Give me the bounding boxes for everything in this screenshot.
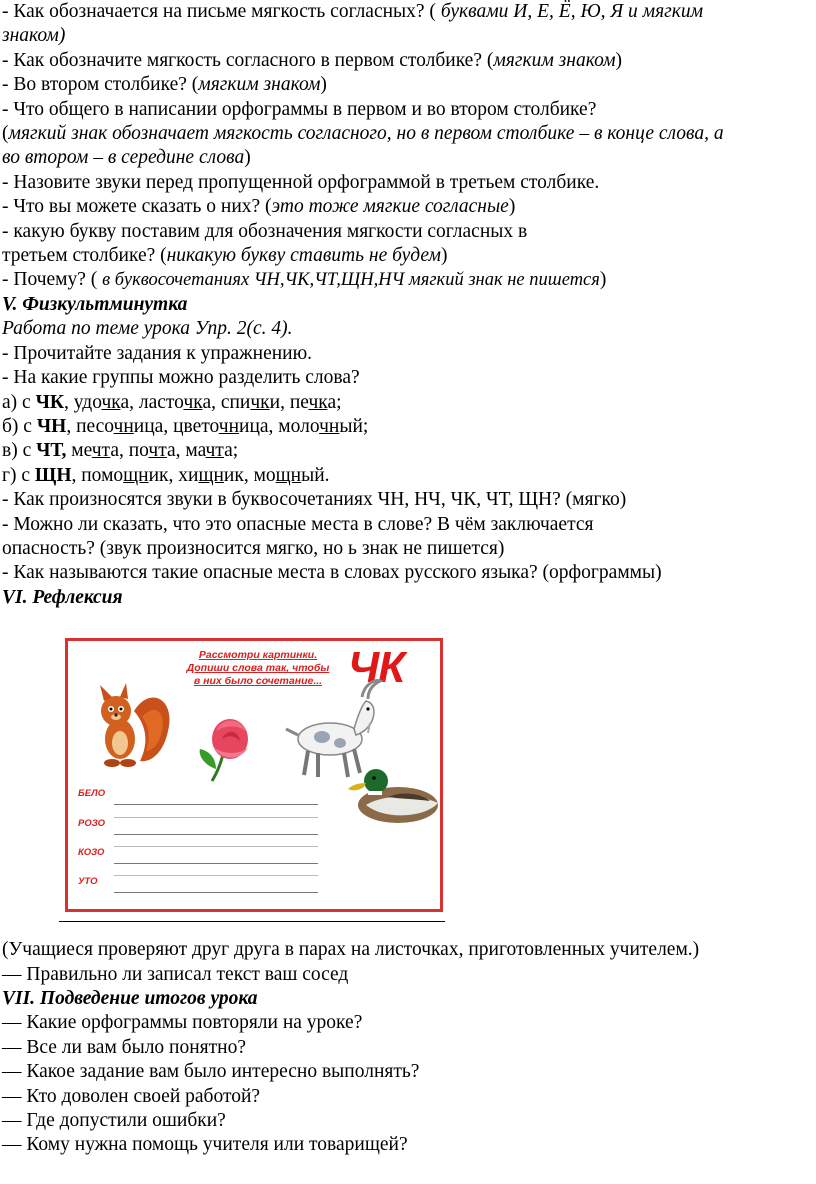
section-heading-5: V. Физкультминутка [2, 293, 188, 315]
fill-row-belo: БЕЛО [78, 791, 318, 807]
duck-picture [346, 765, 442, 827]
group-d-line: г) с ЩН, помощник, хищник, мощный. [2, 464, 330, 486]
answer-line[interactable] [114, 834, 318, 835]
text-line: (Учащиеся проверяют друг друга в парах на листочках, приготовленных учителем.) [2, 939, 700, 961]
rose-picture [192, 709, 264, 783]
text-line: — Правильно ли записал текст ваш сосед [2, 963, 349, 985]
text-line: — Все ли вам было понятно? [2, 1036, 246, 1058]
text-line: знаком) [2, 25, 66, 47]
text-line: - Можно ли сказать, что это опасные места в слове? В чём заключается [2, 513, 594, 535]
text-line: (мягкий знак обозначает мягкость согласного, но в первом столбике – в конце слова, а [2, 123, 724, 145]
text-line: - Прочитайте задания к упражнению. [2, 342, 313, 364]
group-c-line: в) с ЧТ, мечта, почта, мачта; [2, 440, 239, 462]
text-line: - Что вы можете сказать о них? (это тоже мягкие согласные) [2, 196, 516, 218]
fill-row-kozo: КОЗО [78, 850, 318, 866]
text-line: - Как обозначается на письме мягкость согласных? ( буквами И, Е, Ё, Ю, Я и мягким [2, 1, 704, 22]
squirrel-picture [90, 681, 172, 773]
text-line: Работа по теме урока Упр. 2(с. 4). [2, 318, 293, 340]
fill-row-rozo: РОЗО [78, 821, 318, 837]
section-heading-6: VI. Рефлексия [2, 586, 123, 608]
text-line: - Во втором столбике? (мягким знаком) [2, 74, 327, 96]
group-a-line: а) с ЧК, удочка, ласточка, спички, печка; [2, 391, 342, 413]
text-line: - Как произносятся звуки в буквосочетаниях ЧН, НЧ, ЧК, ЧТ, ЩН? (мягко) [2, 489, 627, 511]
worksheet-caption: Рассмотри картинки. Допиши слова так, чтобы в них было сочетание... [186, 649, 330, 688]
text-line: — Кому нужна помощь учителя или товарищей? [2, 1134, 408, 1156]
text-line: во втором – в середине слова) [2, 147, 251, 169]
text-line: — Какие орфограммы повторяли на уроке? [2, 1012, 363, 1034]
text-line: - Что общего в написании орфограммы в первом и во втором столбике? [2, 98, 597, 120]
figure-underline [59, 921, 445, 922]
text-line: третьем столбике? (никакую букву ставить не будем) [2, 245, 448, 267]
text-line: — Где допустили ошибки? [2, 1110, 226, 1131]
worksheet-card [65, 638, 443, 912]
text-line: - На какие группы можно разделить слова? [2, 367, 360, 389]
worksheet-figure [2, 610, 812, 928]
document-body [2, 0, 812, 1158]
section-heading-7: VII. Подведение итогов урока [2, 987, 258, 1009]
text-line: — Кто доволен своей работой? [2, 1085, 261, 1107]
fill-row-uto: УТО [78, 879, 318, 895]
text-line: - Назовите звуки перед пропущенной орфограммой в третьем столбике. [2, 171, 600, 193]
answer-line[interactable] [114, 804, 318, 805]
text-line: — Какое задание вам было интересно выполнять? [2, 1061, 420, 1083]
answer-line[interactable] [114, 892, 318, 893]
group-b-line: б) с ЧН, песочница, цветочница, молочный; [2, 415, 369, 437]
text-line: опасность? (звук произносится мягко, но ь знак не пишется) [2, 537, 505, 559]
text-line: - Как называются такие опасные места в словах русского языка? (орфограммы) [2, 562, 662, 584]
text-line: - какую букву поставим для обозначения мягкости согласных в [2, 220, 528, 242]
text-line: - Как обозначите мягкость согласного в первом столбике? (мягким знаком) [2, 49, 623, 71]
worksheet-letters: ЧК [348, 643, 405, 693]
text-line: - Почему? ( в буквосочетаниях ЧН,ЧК,ЧТ,ЩН,НЧ мягкий знак не пишется) [2, 269, 607, 291]
answer-line[interactable] [114, 863, 318, 864]
